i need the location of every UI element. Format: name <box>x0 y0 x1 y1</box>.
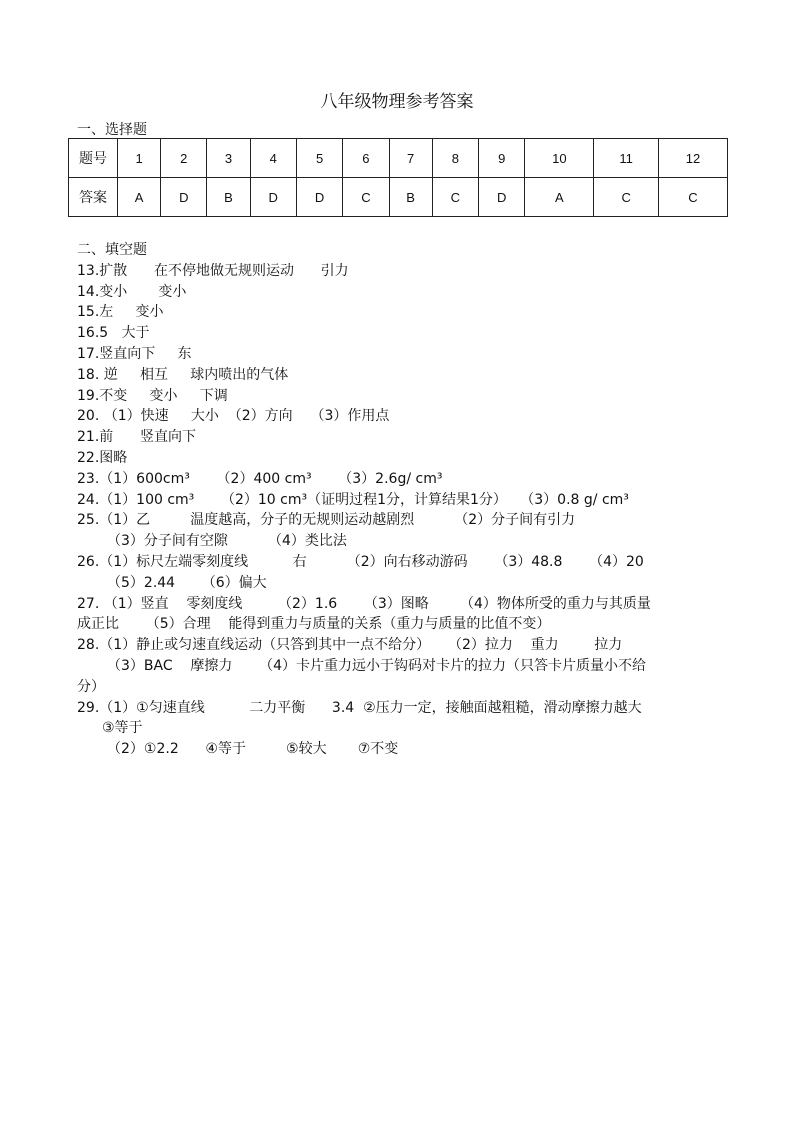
fill-in-answers <box>77 240 737 760</box>
table-cell-answer: D <box>479 178 525 217</box>
table-cell-number: 9 <box>479 139 525 178</box>
table-cell-answer: C <box>594 178 659 217</box>
answer-line: ③等于 <box>102 720 143 737</box>
table-cell-answer: D <box>296 178 342 217</box>
table-cell-number: 5 <box>296 139 342 178</box>
answer-line: （2）①2.2 ④等于 ⑤较大 ⑦不变 <box>107 741 399 758</box>
answer-line: 14.变小 变小 <box>77 283 187 300</box>
table-cell-answer: B <box>389 178 432 217</box>
answer-line: 25.（1）乙 温度越高，分子的无规则运动越剧烈 （2）分子间有引力 <box>77 512 576 529</box>
table-header-cell: 题号 <box>69 139 118 178</box>
table-cell-number: 3 <box>207 139 250 178</box>
answer-line: 23.（1）600cm³ （2）400 cm³ （3）2.6g/ cm³ <box>77 470 443 487</box>
answer-line: 18. 逆 相互 球内喷出的气体 <box>77 366 289 383</box>
answer-line: 19.不变 变小 下调 <box>77 387 228 404</box>
answer-line: 13.扩散 在不停地做无规则运动 引力 <box>77 262 349 279</box>
table-cell-answer: C <box>432 178 478 217</box>
table-cell-number: 4 <box>250 139 296 178</box>
table-cell-answer: C <box>658 178 727 217</box>
table-cell-answer: A <box>525 178 594 217</box>
answer-line: 22.图略 <box>77 449 128 466</box>
answer-line: （3）BAC 摩擦力 （4）卡片重力远小于钩码对卡片的拉力（只答卡片质量小不给 <box>107 657 647 674</box>
answer-line: 28.（1）静止或匀速直线运动（只答到其中一点不给分） （2）拉力 重力 拉力 <box>77 637 623 654</box>
answer-line: 分） <box>77 678 105 695</box>
table-cell-answer: A <box>118 178 161 217</box>
table-row-question-numbers <box>69 139 728 178</box>
table-cell-number: 1 <box>118 139 161 178</box>
page-title: 八年级物理参考答案 <box>320 92 474 112</box>
answer-line: （3）分子间有空隙 （4）类比法 <box>107 533 347 550</box>
answer-line: 27. （1）竖直 零刻度线 （2）1.6 （3）图略 （4）物体所受的重力与其质量 <box>77 595 651 612</box>
table-cell-answer: B <box>207 178 250 217</box>
answer-line: 17.竖直向下 东 <box>77 345 192 362</box>
table-cell-number: 8 <box>432 139 478 178</box>
answer-table <box>68 138 728 217</box>
answer-line: 成正比 （5）合理 能得到重力与质量的关系（重力与质量的比值不变） <box>77 616 551 633</box>
section-heading-multiple-choice: 一、选择题 <box>77 122 147 138</box>
table-cell-number: 11 <box>594 139 659 178</box>
section-heading-fill-in: 二、填空题 <box>77 242 147 258</box>
table-cell-answer: C <box>343 178 389 217</box>
answer-line: 21.前 竖直向下 <box>77 429 196 446</box>
table-cell-number: 2 <box>161 139 207 178</box>
answer-line: 29.（1）①匀速直线 二力平衡 3.4 ②压力一定，接触面越粗糙，滑动摩擦力越大 <box>77 699 642 716</box>
table-cell-number: 7 <box>389 139 432 178</box>
answer-line: 26.（1）标尺左端零刻度线 右 （2）向右移动游码 （3）48.8 （4）20 <box>77 553 644 570</box>
table-row-answers <box>69 178 728 217</box>
answer-line: 24.（1）100 cm³ （2）10 cm³（证明过程1分，计算结果1分） （3）0.8 g/ cm³ <box>77 491 629 508</box>
answer-line: 16.5 大于 <box>77 325 150 342</box>
table-cell-number: 12 <box>658 139 727 178</box>
answer-line: 15.左 变小 <box>77 304 164 321</box>
table-cell-number: 10 <box>525 139 594 178</box>
table-cell-number: 6 <box>343 139 389 178</box>
answer-line: （5）2.44 （6）偏大 <box>107 574 267 591</box>
table-cell-answer: D <box>161 178 207 217</box>
table-cell-answer: D <box>250 178 296 217</box>
answer-line: 20. （1）快速 大小 （2）方向 （3）作用点 <box>77 408 390 425</box>
table-header-cell: 答案 <box>69 178 118 217</box>
